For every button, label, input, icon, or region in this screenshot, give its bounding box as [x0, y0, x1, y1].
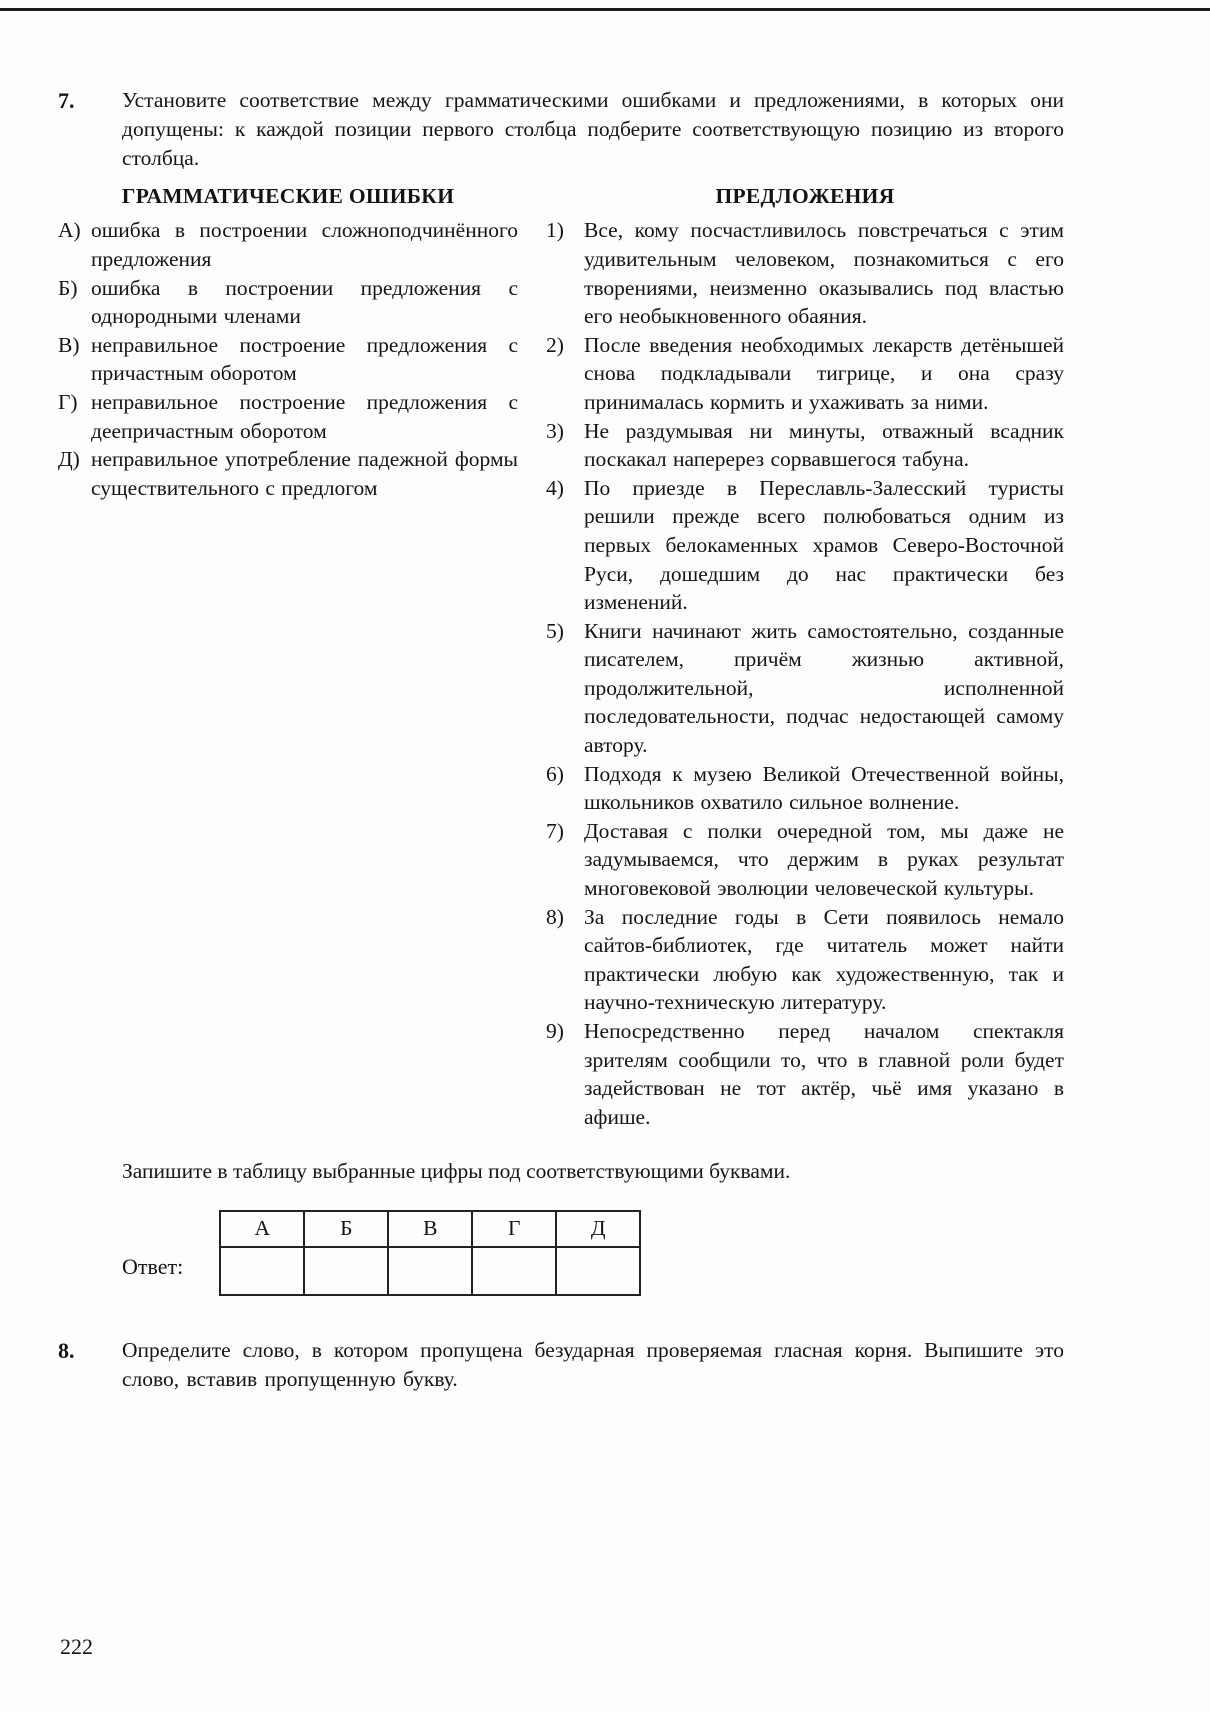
answer-table-value-row [220, 1247, 640, 1295]
error-item-text: ошибка в построении сложноподчинённого предложения [91, 218, 518, 271]
task-7 [58, 86, 1064, 172]
sentence-item-label: 2) [546, 332, 564, 357]
answer-header-cell-b: Б [304, 1211, 388, 1247]
sentence-item [546, 331, 1064, 417]
error-item-label: В) [58, 332, 80, 357]
error-item [58, 331, 518, 388]
error-item [58, 445, 518, 502]
task8-number: 8. [58, 1337, 75, 1363]
error-item-label: Б) [58, 275, 78, 300]
grammar-errors-column [58, 184, 518, 1131]
error-item-label: Д) [58, 447, 80, 472]
answer-table-header-row [220, 1211, 640, 1247]
task8-prompt: Определите слово, в котором пропущена безударная проверяемая гласная корня. Выпишите это слово, вставив пропущенную букву. [122, 1337, 1064, 1391]
sentences-column [546, 184, 1064, 1131]
task7-prompt: Установите соответствие между грамматическими ошибками и предложениями, в которых они допущены: к каждой позиции первого столбца подберите соответствующую позицию из второго столбца. [122, 88, 1064, 170]
sentence-item-label: 6) [546, 761, 564, 786]
sentence-item [546, 760, 1064, 817]
sentence-item [546, 817, 1064, 903]
sentence-item-label: 5) [546, 618, 564, 643]
sentence-item [546, 617, 1064, 760]
error-item-text: неправильное употребление падежной формы существительного с предлогом [91, 447, 518, 500]
sentence-item-label: 4) [546, 475, 564, 500]
error-item [58, 216, 518, 273]
answer-value-cell-b [304, 1247, 388, 1295]
sentence-item-text: По приезде в Переславль-Залесский туристы решили прежде всего полюбоваться одним из первых белокаменных храмов Северо-Восточной Руси, дошедшим до нас практически без изменений. [584, 475, 1064, 615]
sentence-item-label: 8) [546, 904, 564, 929]
error-item [58, 274, 518, 331]
answer-table [219, 1210, 641, 1296]
answer-value-cell-d [556, 1247, 640, 1295]
answer-header-cell-v: В [388, 1211, 472, 1247]
answer-value-cell-v [388, 1247, 472, 1295]
sentence-item-text: Не раздумывая ни минуты, отважный всадник поскакал наперерез сорвавшегося табуна. [584, 418, 1064, 472]
answer-header-cell-a: А [220, 1211, 304, 1247]
sentence-item-text: После введения необходимых лекарств детёнышей снова подкладывали тигрице, и она сразу принималась кормить и ухаживать за ними. [584, 332, 1064, 414]
sentences-header: ПРЕДЛОЖЕНИЯ [715, 184, 895, 209]
sentence-item [546, 417, 1064, 474]
sentence-item-label: 3) [546, 418, 564, 443]
sentence-item-text: Все, кому посчастливилось повстречаться с этим удивительным человеком, познакомиться с его творениями, неизменно оказывались под властью его необыкновенного обаяния. [584, 218, 1064, 329]
answer-label: Ответ: [122, 1253, 184, 1279]
matching-columns [58, 184, 1064, 1131]
sentence-item [546, 474, 1064, 617]
sentence-item [546, 216, 1064, 330]
sentence-item-label: 1) [546, 218, 564, 243]
error-item-label: Г) [58, 389, 78, 414]
sentence-item-text: За последние годы в Сети появилось немало сайтов-библиотек, где читатель может найти практически любую как художественную, так и научно-техническую литературу. [584, 904, 1064, 1015]
sentence-item-label: 7) [546, 818, 564, 843]
error-item-text: неправильное построение предложения с деепричастным оборотом [91, 389, 518, 443]
error-item-text: ошибка в построении предложения с однородными членами [91, 275, 518, 329]
error-item [58, 388, 518, 445]
error-item-text: неправильное построение предложения с причастным оборотом [91, 332, 518, 386]
answer-header-cell-d: Д [556, 1211, 640, 1247]
sentence-item [546, 1017, 1064, 1131]
sentence-item-text: Доставая с полки очередной том, мы даже не задумываемся, что держим в руках результат многовековой эволюции человеческой культуры. [584, 818, 1064, 901]
write-instruction: Запишите в таблицу выбранные цифры под соответствующими буквами. [122, 1159, 791, 1184]
sentence-item [546, 903, 1064, 1017]
answer-value-cell-g [472, 1247, 556, 1295]
page-top-rule [0, 8, 1210, 11]
sentence-item-text: Книги начинают жить самостоятельно, созданные писателем, причём жизнью активной, продолжительной, исполненной последовательности, подчас недостающей самому автору. [584, 618, 1064, 758]
answer-value-cell-a [220, 1247, 304, 1295]
error-item-label: А) [58, 218, 81, 243]
grammar-errors-header: ГРАММАТИЧЕСКИЕ ОШИБКИ [121, 184, 455, 209]
task-8 [58, 1336, 1064, 1394]
sentence-item-text: Подходя к музею Великой Отечественной войны, школьников охватило сильное волнение. [584, 761, 1064, 815]
sentence-item-label: 9) [546, 1019, 564, 1044]
answer-block [122, 1210, 1064, 1296]
page-number: 222 [60, 1634, 93, 1659]
answer-header-cell-g: Г [472, 1211, 556, 1247]
sentence-item-text: Непосредственно перед началом спектакля зрителям сообщили то, что в главной роли будет задействован не тот актёр, чьё имя указано в афише. [584, 1019, 1064, 1129]
task7-number: 7. [58, 88, 75, 113]
